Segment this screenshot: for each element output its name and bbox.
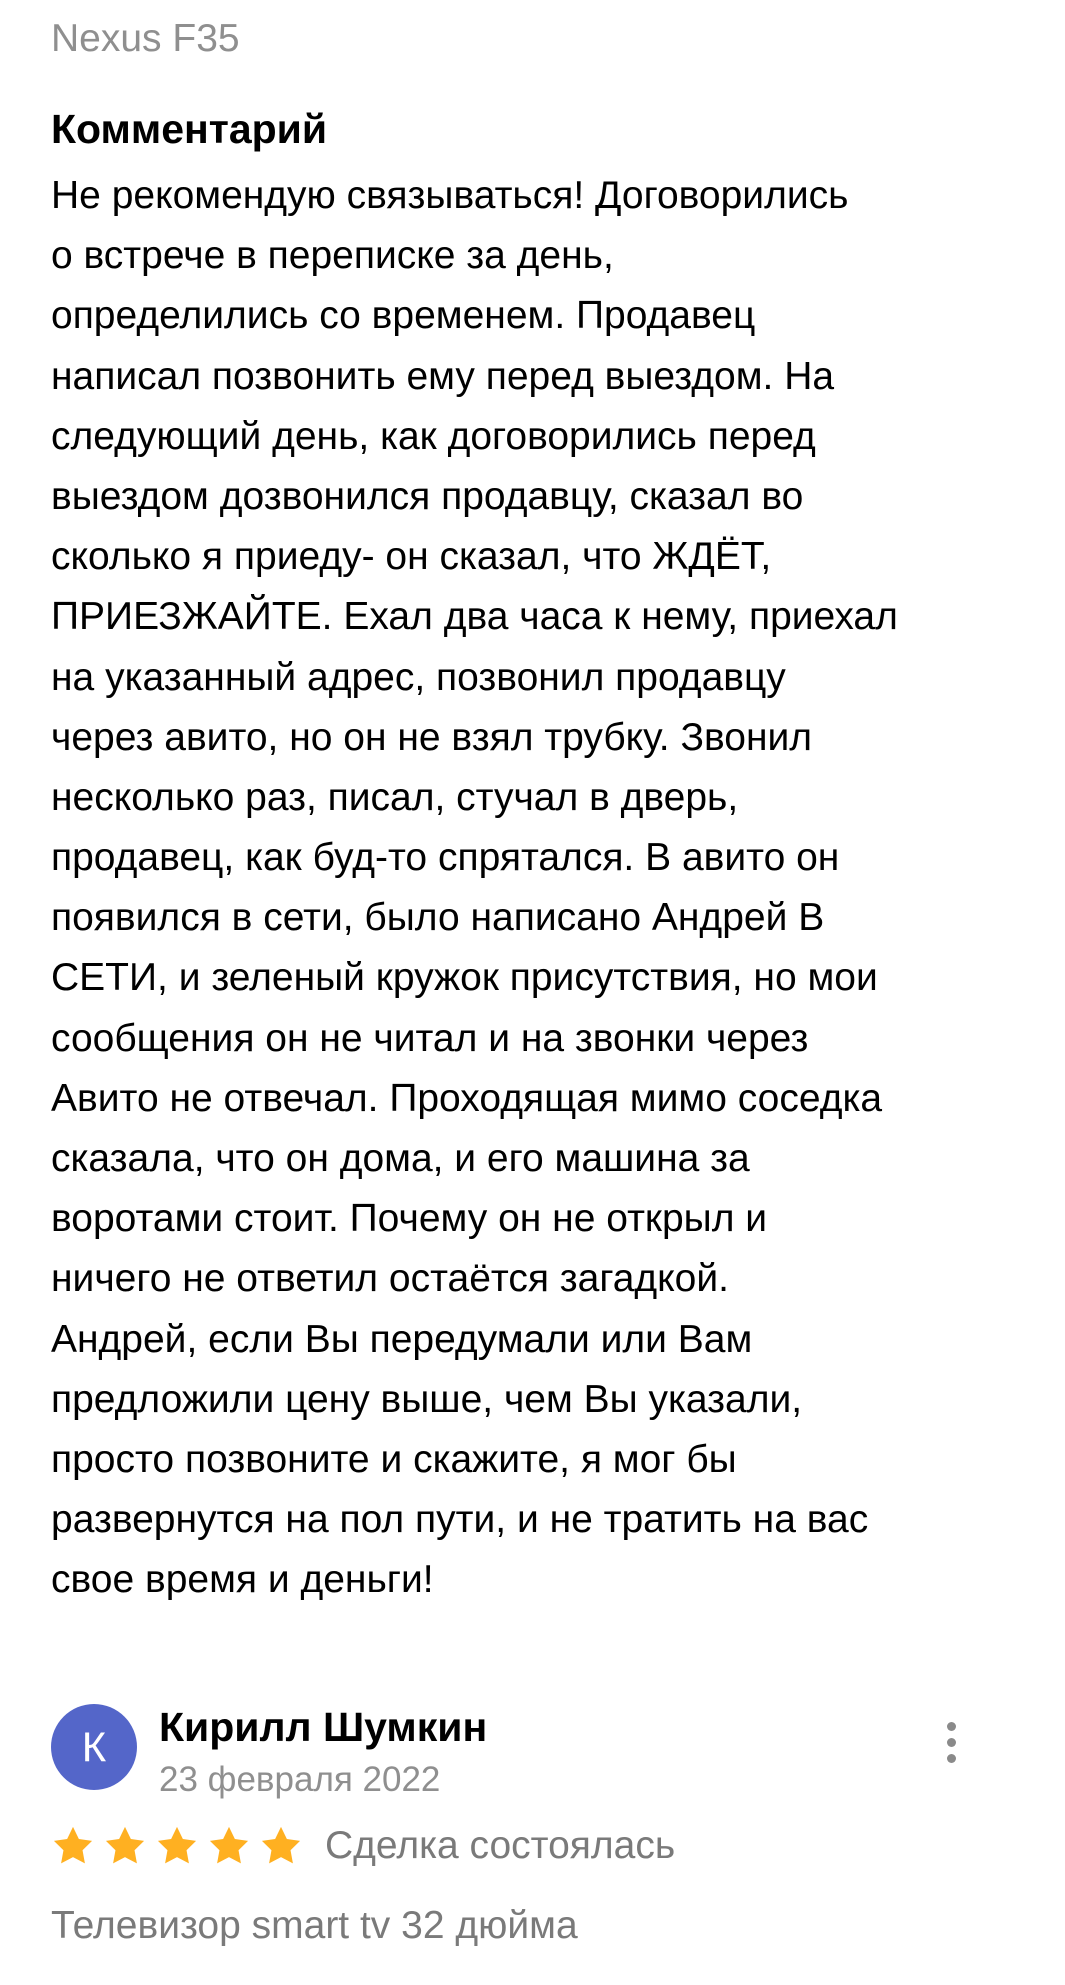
more-vertical-icon-dot — [947, 1754, 956, 1763]
comment-heading: Комментарий — [51, 106, 328, 152]
review-item-title: Nexus F35 — [51, 17, 240, 60]
star-icon — [259, 1824, 303, 1868]
comment-line: о встрече в переписке за день, — [51, 234, 614, 278]
more-vertical-icon-dot — [947, 1738, 956, 1747]
comment-line: предложили цену выше, чем Вы указали, — [51, 1377, 803, 1421]
comment-line: следующий день, как договорились перед — [51, 414, 816, 458]
star-icon — [155, 1824, 199, 1868]
comment-line: сказала, что он дома, и его машина за — [51, 1137, 750, 1180]
star-icon — [207, 1824, 251, 1868]
more-options-button[interactable] — [931, 1714, 971, 1770]
review-author-name[interactable]: Кирилл Шумкин — [159, 1704, 488, 1750]
comment-line: Андрей, если Вы передумали или Вам — [51, 1317, 753, 1361]
rating-stars — [51, 1822, 311, 1870]
comment-line: свое время и деньги! — [51, 1558, 434, 1602]
review-date: 23 февраля 2022 — [159, 1760, 441, 1799]
star-icon — [103, 1824, 147, 1868]
more-vertical-icon — [947, 1722, 956, 1731]
comment-line: просто позвоните и скажите, я мог бы — [51, 1437, 737, 1481]
review-item-title: Телевизор smart tv 32 дюйма — [51, 1904, 578, 1947]
comment-line: написал позвонить ему перед выездом. На — [51, 354, 835, 398]
star-icon — [51, 1824, 95, 1868]
comment-line: несколько раз, писал, стучал в дверь, — [51, 775, 739, 819]
comment-text — [51, 166, 1011, 1611]
comment-line: появился в сети, было написано Андрей В — [51, 896, 825, 940]
comment-line: сообщения он не читал и на звонки через — [51, 1016, 809, 1060]
comment-line: определились со временем. Продавец — [51, 294, 756, 338]
comment-line: через авито, но он не взял трубку. Звонил — [51, 715, 813, 759]
comment-line: выездом дозвонился продавцу, сказал во — [51, 474, 804, 518]
comment-line: сколько я приеду- он сказал, что ЖДЁТ, — [51, 535, 772, 579]
comment-line: ПРИЕЗЖАЙТЕ. Ехал два часа к нему, приехал — [51, 595, 898, 639]
avatar[interactable]: К — [51, 1704, 137, 1790]
comment-line: Авито не отвечал. Проходящая мимо соседка — [51, 1076, 883, 1120]
comment-line: СЕТИ, и зеленый кружок присутствия, но мои — [51, 956, 878, 1000]
comment-line: продавец, как буд-то спрятался. В авито он — [51, 836, 840, 880]
deal-status: Сделка состоялась — [325, 1824, 676, 1867]
review-card — [51, 1700, 1011, 1985]
comment-line: на указанный адрес, позвонил продавцу — [51, 655, 786, 699]
comment-line: Не рекомендую связываться! Договорились — [51, 174, 849, 217]
comment-line: развернутся на пол пути, и не тратить на вас — [51, 1498, 869, 1542]
comment-line: ничего не ответил остаётся загадкой. — [51, 1257, 729, 1301]
comment-line: воротами стоит. Почему он не открыл и — [51, 1197, 768, 1241]
